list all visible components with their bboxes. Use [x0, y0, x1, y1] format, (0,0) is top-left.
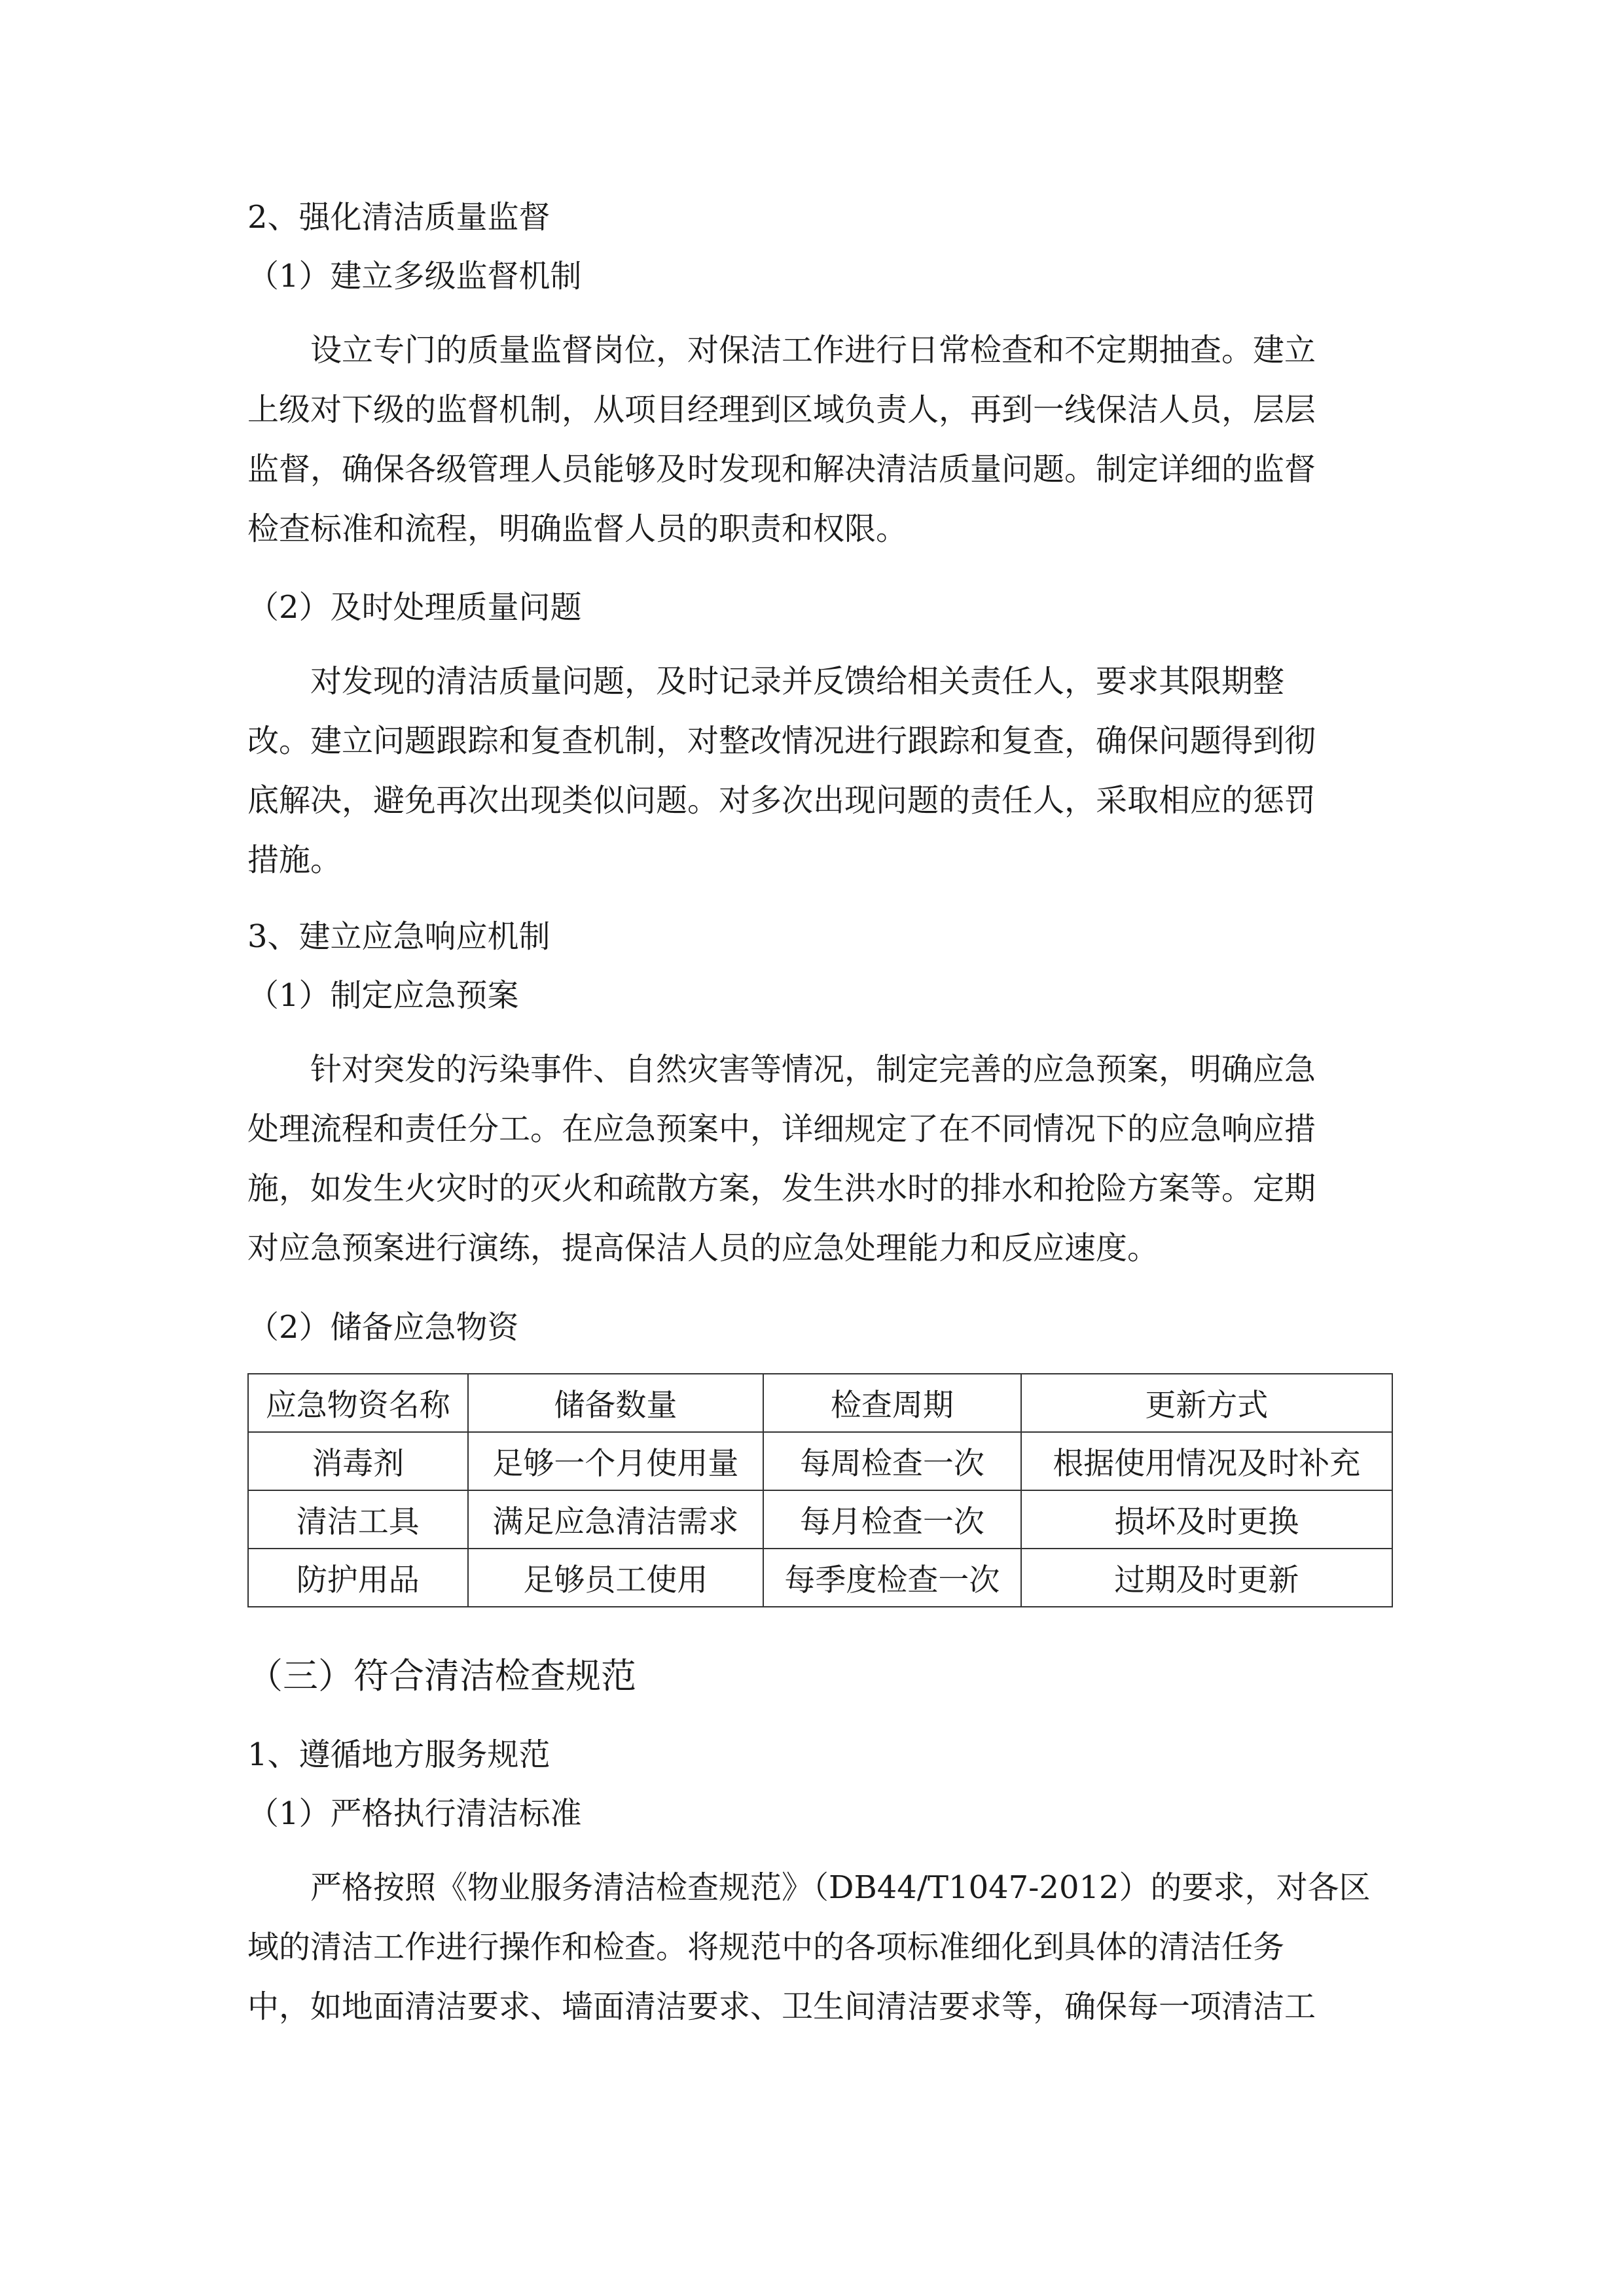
table-cell: 损坏及时更换: [1021, 1490, 1392, 1549]
paragraph-line: 域的清洁工作进行操作和检查。将规范中的各项标准细化到具体的清洁任务: [247, 1929, 1285, 1965]
subsection-title: （1）制定应急预案: [247, 977, 519, 1014]
section-heading: 2、强化清洁质量监督: [247, 199, 550, 236]
table-cell: 满足应急清洁需求: [468, 1490, 763, 1549]
table-cell: 过期及时更新: [1021, 1549, 1392, 1607]
paragraph-line: 严格按照《物业服务清洁检查规范》（DB44/T1047-2012）的要求，对各区: [310, 1869, 1371, 1906]
table-row: [248, 1490, 1392, 1549]
table-cell: 足够员工使用: [468, 1549, 763, 1607]
table-cell: 防护用品: [248, 1549, 468, 1607]
emergency-supplies-table: [247, 1373, 1393, 1607]
subsection-title: （2）储备应急物资: [247, 1309, 519, 1346]
table-row: [248, 1549, 1392, 1607]
paragraph-line: 上级对下级的监督机制，从项目经理到区域负责人，再到一线保洁人员，层层: [247, 391, 1316, 428]
table-cell: 每月检查一次: [763, 1490, 1021, 1549]
paragraph-line: 措施。: [247, 842, 342, 878]
table-cell: 消毒剂: [248, 1432, 468, 1490]
table-header-cell: 检查周期: [763, 1374, 1021, 1432]
table-header-cell: 应急物资名称: [248, 1374, 468, 1432]
subsection-title: （1）建立多级监督机制: [247, 258, 582, 295]
table-row: [248, 1432, 1392, 1490]
table-cell: 每季度检查一次: [763, 1549, 1021, 1607]
paragraph-line: 对发现的清洁质量问题，及时记录并反馈给相关责任人，要求其限期整: [310, 663, 1285, 700]
table-header-cell: 更新方式: [1021, 1374, 1392, 1432]
paragraph-line: 改。建立问题跟踪和复查机制，对整改情况进行跟踪和复查，确保问题得到彻: [247, 723, 1316, 759]
subsection-title: （2）及时处理质量问题: [247, 589, 582, 626]
paragraph-line: 设立专门的质量监督岗位，对保洁工作进行日常检查和不定期抽查。建立: [310, 332, 1316, 368]
section-heading: 1、遵循地方服务规范: [247, 1736, 550, 1773]
paragraph-line: 监督，确保各级管理人员能够及时发现和解决清洁质量问题。制定详细的监督: [247, 451, 1316, 488]
paragraph-line: 处理流程和责任分工。在应急预案中，详细规定了在不同情况下的应急响应措: [247, 1111, 1316, 1147]
subsection-title: （1）严格执行清洁标准: [247, 1795, 582, 1832]
table-cell: 清洁工具: [248, 1490, 468, 1549]
paragraph-line: 施，如发生火灾时的灭火和疏散方案，发生洪水时的排水和抢险方案等。定期: [247, 1170, 1316, 1207]
paragraph-line: 检查标准和流程，明确监督人员的职责和权限。: [247, 511, 908, 547]
section-heading: 3、建立应急响应机制: [247, 918, 550, 955]
table-cell: 根据使用情况及时补充: [1021, 1432, 1392, 1490]
table-cell: 每周检查一次: [763, 1432, 1021, 1490]
table-header-cell: 储备数量: [468, 1374, 763, 1432]
table-cell: 足够一个月使用量: [468, 1432, 763, 1490]
paragraph-line: 底解决，避免再次出现类似问题。对多次出现问题的责任人，采取相应的惩罚: [247, 782, 1316, 819]
chapter-heading: （三）符合清洁检查规范: [247, 1655, 636, 1696]
paragraph-line: 针对突发的污染事件、自然灾害等情况，制定完善的应急预案，明确应急: [310, 1051, 1316, 1088]
paragraph-line: 中，如地面清洁要求、墙面清洁要求、卫生间清洁要求等，确保每一项清洁工: [247, 1988, 1316, 2025]
table-header-row: [248, 1374, 1392, 1432]
paragraph-line: 对应急预案进行演练，提高保洁人员的应急处理能力和反应速度。: [247, 1230, 1159, 1266]
